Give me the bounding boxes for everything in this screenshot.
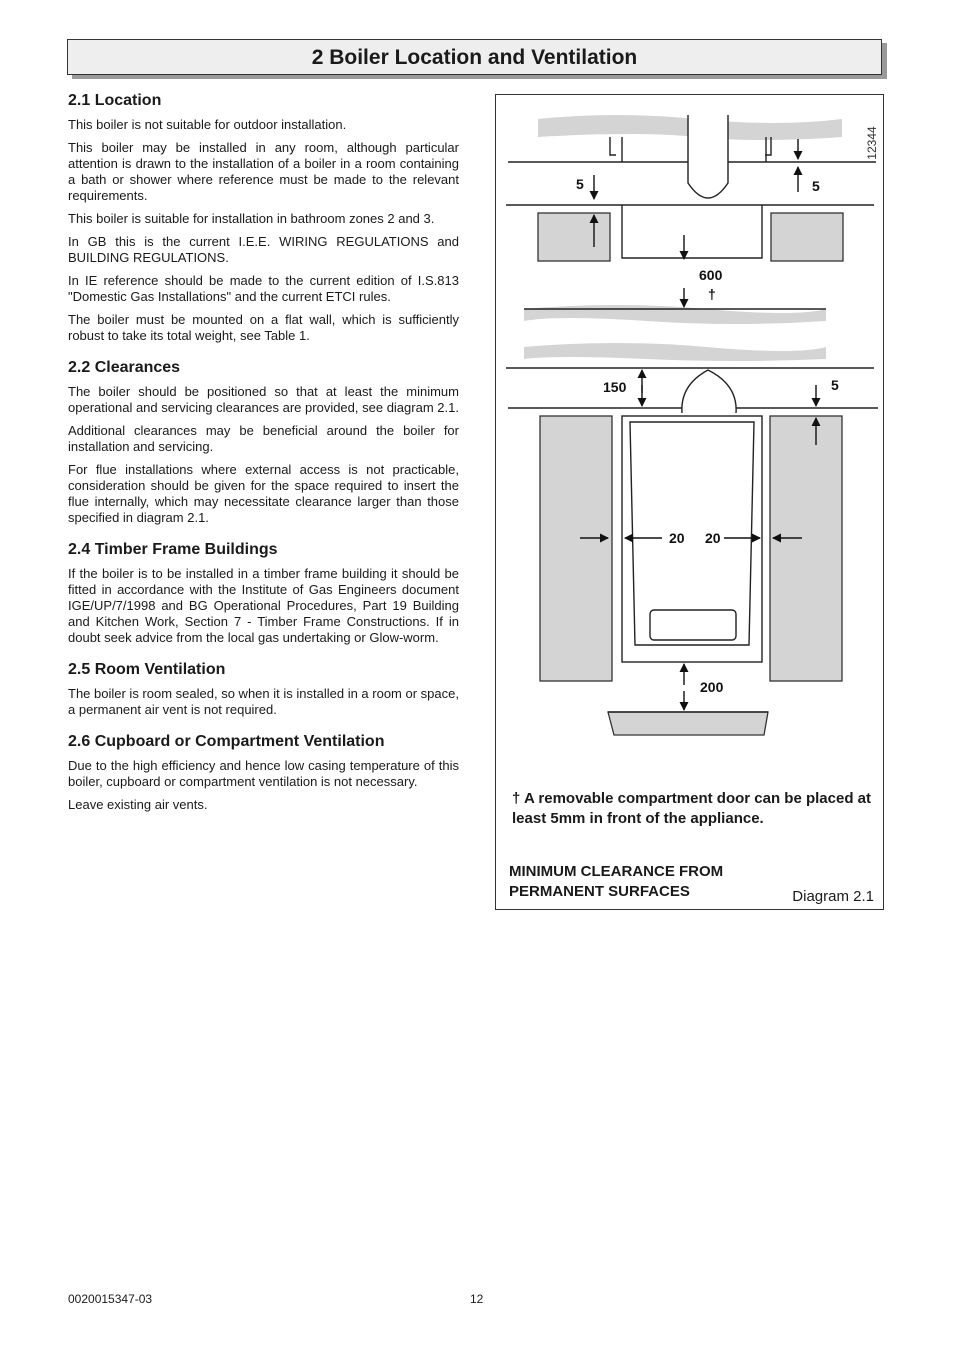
side-wall-right-plan <box>771 213 843 261</box>
label-top-left: 5 <box>576 176 584 192</box>
paragraph: The boiler should be positioned so that at least the minimum operational and servicing clearances are provided, see diagram 2.1. <box>68 384 459 415</box>
section-cupboard-ventilation <box>68 733 459 813</box>
paragraph: For flue installations where external access is not practicable, consideration should be given for the space required to insert the flue internally, which may necessitate clearance larger than those specified in diagram 2.1. <box>68 462 459 525</box>
door-surface <box>524 305 826 324</box>
caption-line: PERMANENT SURFACES <box>509 883 690 900</box>
label-top-right: 5 <box>812 178 820 194</box>
caption-line: MINIMUM CLEARANCE FROM <box>509 863 724 880</box>
label-front-dagger: † <box>708 286 716 302</box>
label-front: 600 <box>699 267 723 283</box>
ceiling-surface <box>524 343 826 361</box>
label-below: 200 <box>700 679 724 695</box>
section-location <box>68 92 459 344</box>
diagram-ref: 12344 <box>865 126 879 160</box>
diagram-caption <box>509 862 723 902</box>
paragraph: Leave existing air vents. <box>68 797 208 812</box>
paragraph: Due to the high efficiency and hence low casing temperature of this boiler, cupboard or compartment ventilation is not necessary. <box>68 758 459 789</box>
flue-plan <box>688 115 728 198</box>
section-heading: 2.6 Cupboard or Compartment Ventilation <box>68 733 385 750</box>
side-wall-left <box>540 416 612 681</box>
side-wall-right <box>770 416 842 681</box>
paragraph: Additional clearances may be beneficial around the boiler for installation and servicing. <box>68 423 459 454</box>
flue-circle <box>682 370 736 413</box>
page-title-bar <box>67 39 882 75</box>
label-left-side: 20 <box>669 530 685 546</box>
boiler-body <box>622 416 762 662</box>
clearance-diagram <box>495 94 884 910</box>
text-column <box>68 92 459 828</box>
paragraph: The boiler is room sealed, so when it is installed in a room or space, a permanent air vent is not required. <box>68 686 459 717</box>
label-above-side: 5 <box>831 377 839 393</box>
floor-surface <box>608 712 768 735</box>
paragraph: In IE reference should be made to the current edition of I.S.813 "Domestic Gas Installations" and the current ETCI rules. <box>68 273 459 304</box>
section-heading: 2.5 Room Ventilation <box>68 661 226 678</box>
section-heading: 2.4 Timber Frame Buildings <box>68 541 278 558</box>
section-heading: 2.1 Location <box>68 92 162 109</box>
section-timber-frame <box>68 541 459 646</box>
label-right-side: 20 <box>705 530 721 546</box>
page-title: 2 Boiler Location and Ventilation <box>311 46 638 69</box>
section-heading: 2.2 Clearances <box>68 359 181 376</box>
page-number: 12 <box>470 1292 484 1306</box>
paragraph: The boiler must be mounted on a flat wall, which is sufficiently robust to take its total weight, see Table 1. <box>68 312 459 343</box>
paragraph: This boiler is not suitable for outdoor installation. <box>68 117 347 132</box>
boiler-plan <box>622 205 762 258</box>
section-room-ventilation <box>68 661 459 718</box>
diagram-note: † A removable compartment door can be placed at least 5mm in front of the appliance. <box>512 790 871 827</box>
paragraph: If the boiler is to be installed in a timber frame building it should be fitted in accordance with the Institute of Gas Engineers document IGE/UP/7/1998 and BG Operational Procedures, Part 19 Building and Kitchen Work, Section 7 - Timber Frame Constructions. If in doubt seek advice from the local gas undertaking or Glow-worm. <box>68 566 459 645</box>
diagram-label: Diagram 2.1 <box>792 888 874 905</box>
paragraph: In GB this is the current I.E.E. WIRING REGULATIONS and BUILDING REGULATIONS. <box>68 234 459 265</box>
label-above: 150 <box>603 379 627 395</box>
paragraph: This boiler may be installed in any room, although particular attention is drawn to the installation of a boiler in a room containing a bath or shower where reference must be made to the relevant requirements. <box>68 140 459 203</box>
paragraph: This boiler is suitable for installation in bathroom zones 2 and 3. <box>68 211 435 226</box>
section-clearances <box>68 359 459 526</box>
doc-number: 0020015347-03 <box>68 1292 153 1306</box>
side-wall-left-plan <box>538 213 610 261</box>
